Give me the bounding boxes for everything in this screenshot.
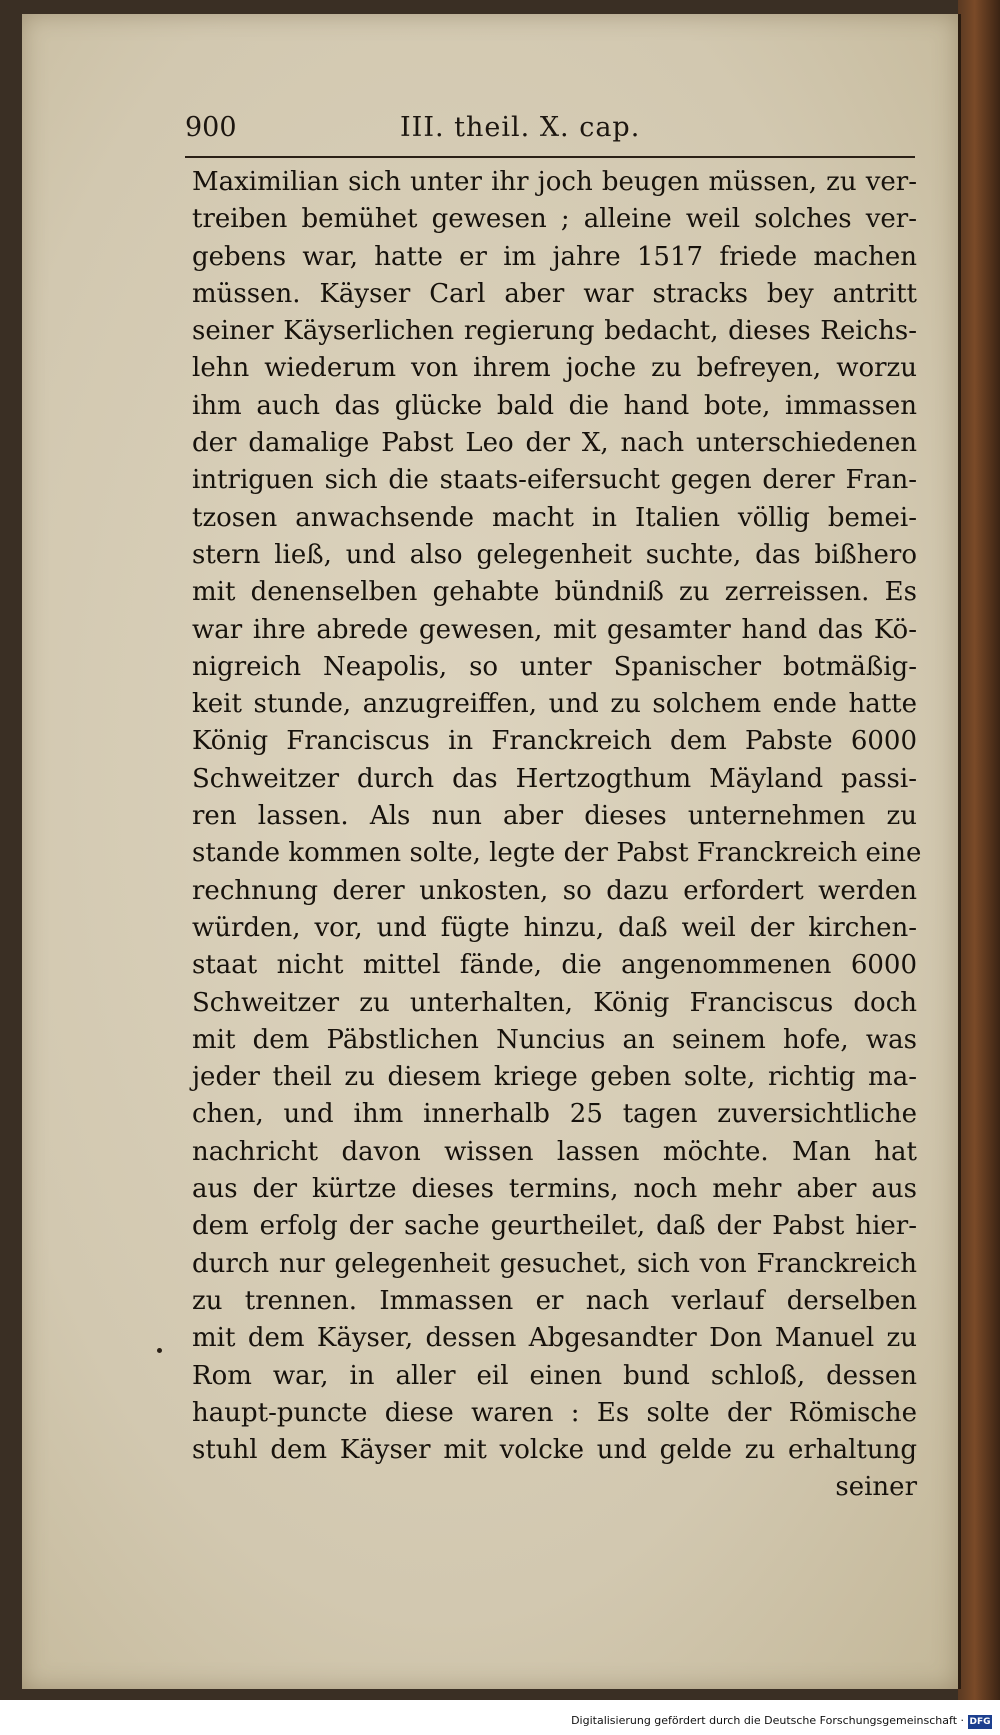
text-line: aus der kürtze dieses termins, noch mehr aber aus: [192, 1174, 917, 1205]
funding-credit-text: Digitalisierung gefördert durch die Deutsche Forschungsgemeinschaft ·: [571, 1714, 964, 1727]
text-line: tzosen anwachsende macht in Italien völlig bemei-: [192, 502, 917, 533]
text-line: stuhl dem Käyser mit volcke und gelde zu erhaltung: [192, 1435, 917, 1466]
text-line: durch nur gelegenheit gesuchet, sich von Franckreich: [192, 1248, 917, 1279]
text-line: Rom war, in aller eil einen bund schloß, dessen: [192, 1360, 917, 1391]
text-line: haupt-puncte diese waren : Es solte der Römische: [192, 1397, 917, 1428]
running-head: [185, 112, 915, 152]
text-line: staat nicht mittel fände, die angenommenen 6000: [192, 950, 917, 981]
text-line: war ihre abrede gewesen, mit gesamter hand das Kö-: [192, 614, 917, 645]
header-rule: [185, 156, 915, 158]
text-line: ihm auch das glücke bald die hand bote, immassen: [192, 390, 917, 421]
text-line: müssen. Käyser Carl aber war stracks bey antritt: [192, 278, 917, 309]
text-line: Maximilian sich unter ihr joch beugen müssen, zu ver-: [192, 167, 917, 197]
body-text: [192, 164, 922, 1507]
footer-credit: [0, 1712, 1000, 1732]
text-line: seiner Käyserlichen regierung bedacht, dieses Reichs-: [192, 316, 917, 347]
text-line: stern ließ, und also gelegenheit suchte, das bißhero: [192, 539, 917, 570]
text-line: stande kommen solte, legte der Pabst Franckreich eine: [192, 838, 922, 869]
page-number: 900: [185, 112, 237, 143]
text-line: ren lassen. Als nun aber dieses unternehmen zu: [192, 801, 917, 832]
text-line: treiben bemühet gewesen ; alleine weil solches ver-: [192, 204, 917, 235]
text-line: nachricht davon wissen lassen möchte. Man hat: [192, 1136, 917, 1167]
text-line: keit stunde, anzugreiffen, und zu solchem ende hatte: [192, 689, 917, 720]
text-line: intriguen sich die staats-eifersucht gegen derer Fran-: [192, 465, 917, 496]
text-line: mit dem Käyser, dessen Abgesandter Don Manuel zu: [192, 1323, 917, 1354]
text-line: gebens war, hatte er im jahre 1517 friede machen: [192, 241, 917, 272]
text-line: Schweitzer zu unterhalten, König Franciscus doch: [192, 987, 917, 1018]
text-line: nigreich Neapolis, so unter Spanischer botmäßig-: [192, 651, 917, 682]
text-line: zu trennen. Immassen er nach verlauf derselben: [192, 1285, 917, 1316]
text-line: Schweitzer durch das Hertzogthum Mäyland passi-: [192, 763, 917, 794]
text-line: rechnung derer unkosten, so dazu erfordert werden: [192, 875, 917, 906]
text-line: mit denenselben gehabte bündniß zu zerreissen. Es: [192, 577, 917, 608]
text-line: würden, vor, und fügte hinzu, daß weil der kirchen-: [192, 912, 917, 943]
text-line: jeder theil zu diesem kriege geben solte, richtig ma-: [192, 1062, 917, 1093]
margin-mark: [157, 1348, 162, 1353]
text-line: der damalige Pabst Leo der X, nach unterschiedenen: [192, 428, 917, 459]
text-line: chen, und ihm innerhalb 25 tagen zuversichtliche: [192, 1099, 917, 1130]
running-title: III. theil. X. cap.: [400, 112, 641, 143]
catchword: seiner: [835, 1472, 917, 1503]
book-edge: [958, 0, 1000, 1700]
text-line: König Franciscus in Franckreich dem Pabste 6000: [192, 726, 917, 757]
dfg-logo-icon: DFG: [969, 1717, 991, 1727]
text-line: mit dem Päbstlichen Nuncius an seinem hofe, was: [192, 1024, 917, 1055]
text-line: lehn wiederum von ihrem joche zu befreyen, worzu: [192, 353, 917, 384]
text-line: dem erfolg der sache geurtheilet, daß der Pabst hier-: [192, 1211, 917, 1242]
